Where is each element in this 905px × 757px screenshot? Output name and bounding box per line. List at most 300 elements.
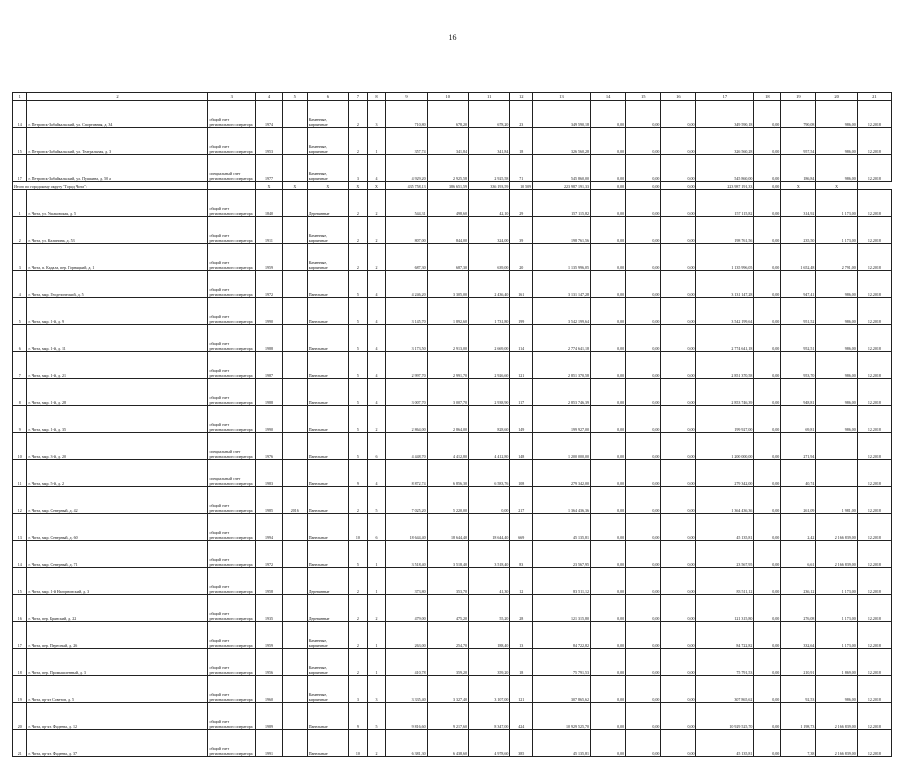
table-row: [13, 541, 892, 568]
table-cell: 6: [367, 514, 386, 541]
table-cell: 479,00: [386, 595, 427, 622]
table-cell: 341,84: [468, 128, 509, 155]
table-cell: 18 644,40: [468, 514, 509, 541]
table-cell: общий счет регионального оператора: [208, 217, 256, 244]
table-cell: 261,09: [781, 487, 816, 514]
table-cell: 0,00: [754, 703, 781, 730]
table-cell: 12.2018: [857, 676, 891, 703]
table-cell: 12.2018: [857, 155, 891, 182]
table-cell: 678,20: [468, 101, 509, 128]
table-cell: 2 853 746,39: [696, 379, 754, 406]
table-cell: г. Чита, мкр. 1-й, д. 21: [27, 352, 208, 379]
table-cell: 359,20: [468, 649, 509, 676]
table-cell: 114: [510, 325, 533, 352]
table-cell: [282, 676, 307, 703]
table-cell: 0,00: [754, 595, 781, 622]
table-cell: 157 115,82: [533, 190, 591, 217]
table-cell: 0,00: [754, 649, 781, 676]
table-cell: г. Чита, пер. Промышленный, д. 3: [27, 649, 208, 676]
table-cell: 41,30: [468, 568, 509, 595]
table-cell: 0,00: [661, 101, 696, 128]
table-cell: 108: [510, 460, 533, 487]
table-cell: г. Чита, мкр. Северный, д. 42: [27, 487, 208, 514]
table-row: [13, 514, 892, 541]
table-cell: 0,00: [661, 676, 696, 703]
table-cell: Каменные, кирпичные: [307, 244, 348, 271]
table-cell: Панельные: [307, 433, 348, 460]
table-cell: 687,30: [386, 244, 427, 271]
total-row: [13, 182, 892, 190]
table-cell: 0,00: [661, 244, 696, 271]
table-cell: 1959: [256, 622, 283, 649]
table-cell: 121 315,80: [696, 595, 754, 622]
table-row: [13, 298, 892, 325]
table-cell: 45 135,81: [533, 514, 591, 541]
table-cell: 0,00: [661, 406, 696, 433]
table-cell: [282, 298, 307, 325]
table-cell: [282, 217, 307, 244]
table-cell: [282, 595, 307, 622]
table-cell: 2 669,00: [468, 325, 509, 352]
table-cell: 2 853 746,39: [533, 379, 591, 406]
table-cell: Деревянные: [307, 595, 348, 622]
table-cell: 12.2018: [857, 460, 891, 487]
table-cell: 1911: [256, 217, 283, 244]
table-cell: Панельные: [307, 298, 348, 325]
table-cell: 6: [13, 325, 27, 352]
table-cell: 0,00: [626, 325, 661, 352]
table-cell: 9: [13, 406, 27, 433]
table-cell: 2: [349, 101, 368, 128]
table-row: [13, 622, 892, 649]
table-cell: 12: [510, 568, 533, 595]
table-cell: 1 364 436,36: [533, 487, 591, 514]
table-cell: 0,00: [591, 352, 626, 379]
table-cell: 0,00: [754, 676, 781, 703]
table-cell: 161: [510, 271, 533, 298]
table-cell: 9: [349, 460, 368, 487]
table-row: [13, 649, 892, 676]
table-cell: Панельные: [307, 730, 348, 757]
table-cell: 11: [13, 460, 27, 487]
table-cell: 986,00: [816, 101, 857, 128]
table-cell: 0,00: [626, 244, 661, 271]
table-cell: 324,00: [468, 217, 509, 244]
table-cell: 12.2018: [857, 487, 891, 514]
table-cell: 15: [13, 128, 27, 155]
table-cell: 2 166 839,00: [816, 541, 857, 568]
table-cell: 349 590,18: [696, 101, 754, 128]
table-cell: 2 864,00: [427, 406, 468, 433]
total-label: Итого по городскому округу "Город Чита":: [13, 182, 208, 190]
table-body: [13, 93, 892, 757]
table-cell: 986,00: [816, 406, 857, 433]
table-cell: 0,00: [754, 541, 781, 568]
table-cell: 1987: [256, 352, 283, 379]
table-cell: 4 978,60: [468, 730, 509, 757]
table-cell: 410,78: [386, 649, 427, 676]
table-cell: 0,00: [661, 730, 696, 757]
column-number-cell: 1: [13, 93, 27, 101]
table-cell: 1 200 000,00: [533, 433, 591, 460]
table-cell: 12.2018: [857, 325, 891, 352]
table-cell: 3 131 147,28: [533, 271, 591, 298]
table-cell: 7,38: [781, 730, 816, 757]
table-cell: 986,00: [816, 676, 857, 703]
table-cell: 1 981,00: [816, 487, 857, 514]
table-cell: 3: [13, 244, 27, 271]
table-cell: 545 860,00: [533, 155, 591, 182]
table-cell: 2 991,70: [427, 352, 468, 379]
table-cell: 198 761,56: [696, 217, 754, 244]
table-cell: 0,00: [754, 190, 781, 217]
table-cell: 1: [13, 190, 27, 217]
table-cell: 0,00: [661, 460, 696, 487]
table-cell: 121 315,80: [533, 595, 591, 622]
table-cell: 0,00: [626, 514, 661, 541]
table-cell: 2: [349, 487, 368, 514]
table-cell: 0,00: [591, 433, 626, 460]
table-cell: 2: [349, 568, 368, 595]
table-cell: 0,00: [754, 298, 781, 325]
table-cell: [282, 703, 307, 730]
table-cell: 0,00: [754, 244, 781, 271]
table-cell: 18 644,40: [427, 514, 468, 541]
table-cell: 0,00: [754, 217, 781, 244]
table-cell: 353,70: [427, 568, 468, 595]
table-cell: 8 872,74: [386, 460, 427, 487]
table-cell: 0,00: [754, 128, 781, 155]
table-cell: 314,92: [781, 190, 816, 217]
table-cell: г. Чита, мкр. 1-й Нагорновский, д. 3: [27, 568, 208, 595]
page-number: 16: [448, 33, 457, 42]
table-cell: 5: [349, 352, 368, 379]
table-cell: X: [781, 182, 816, 190]
table-cell: 3 145,70: [386, 298, 427, 325]
table-cell: общий счет регионального оператора: [208, 325, 256, 352]
table-cell: 0,00: [626, 703, 661, 730]
table-cell: 84 722,82: [696, 622, 754, 649]
table-cell: 0,00: [591, 730, 626, 757]
table-row: [13, 217, 892, 244]
table-cell: 0,00: [626, 676, 661, 703]
table-cell: Каменные, кирпичные: [307, 101, 348, 128]
table-cell: 986,00: [816, 155, 857, 182]
table-cell: 12.2018: [857, 101, 891, 128]
table-cell: 45 135,81: [696, 514, 754, 541]
table-cell: 0,00: [661, 568, 696, 595]
table-cell: 83 511,12: [533, 568, 591, 595]
table-cell: 307 865,62: [696, 676, 754, 703]
table-cell: 0,00: [591, 568, 626, 595]
table-cell: 12.2018: [857, 298, 891, 325]
table-cell: 17: [13, 622, 27, 649]
table-cell: 0,00: [754, 379, 781, 406]
table-cell: 0,00: [626, 217, 661, 244]
table-cell: 8: [13, 379, 27, 406]
table-cell: 12.2018: [857, 244, 891, 271]
table-cell: 1988: [256, 379, 283, 406]
table-cell: 12.2018: [857, 190, 891, 217]
table-cell: 2: [349, 217, 368, 244]
table-cell: 0,00: [591, 379, 626, 406]
table-cell: 0,00: [626, 730, 661, 757]
table-cell: 0,00: [754, 568, 781, 595]
table-cell: 92,53: [781, 676, 816, 703]
table-cell: 1 198,73: [781, 703, 816, 730]
table-cell: 3: [349, 155, 368, 182]
table-cell: 2 166 839,00: [816, 514, 857, 541]
table-cell: общий счет регионального оператора: [208, 101, 256, 128]
table-cell: 0,00: [626, 622, 661, 649]
table-cell: 678,20: [427, 101, 468, 128]
table-cell: 986,00: [816, 271, 857, 298]
column-number-cell: 18: [754, 93, 781, 101]
table-cell: 1: [367, 541, 386, 568]
table-cell: 639,00: [468, 244, 509, 271]
table-cell: 2 774 641,18: [533, 325, 591, 352]
table-cell: 0,00: [591, 595, 626, 622]
table-cell: 23 567,95: [696, 541, 754, 568]
table-cell: 20: [510, 244, 533, 271]
table-cell: 2 925,58: [468, 155, 509, 182]
table-cell: 2 851 370,58: [696, 352, 754, 379]
table-row: [13, 568, 892, 595]
table-cell: [282, 406, 307, 433]
table-cell: общий счет регионального оператора: [208, 730, 256, 757]
table-cell: общий счет регионального оператора: [208, 703, 256, 730]
table-cell: 0,00: [661, 487, 696, 514]
table-cell: [282, 514, 307, 541]
table-cell: 0,00: [661, 217, 696, 244]
table-cell: 1985: [256, 487, 283, 514]
table-cell: 10 929 525,70: [533, 703, 591, 730]
table-cell: 5: [367, 487, 386, 514]
table-cell: 0,00: [626, 649, 661, 676]
table-cell: 3 131 147,28: [696, 271, 754, 298]
table-cell: 341,84: [427, 128, 468, 155]
table-row: [13, 676, 892, 703]
table-cell: 4 246,20: [386, 271, 427, 298]
table-row: [13, 244, 892, 271]
table-cell: 23 567,95: [533, 541, 591, 568]
table-cell: 10: [349, 514, 368, 541]
table-cell: 986,00: [816, 128, 857, 155]
table-cell: общий счет регионального оператора: [208, 568, 256, 595]
table-cell: 3 007,70: [386, 379, 427, 406]
table-cell: 844,00: [427, 217, 468, 244]
table-cell: 279 342,00: [533, 460, 591, 487]
table-cell: 1994: [256, 514, 283, 541]
table-cell: 0,00: [661, 379, 696, 406]
table-cell: 12.2018: [857, 568, 891, 595]
table-row: [13, 406, 892, 433]
table-cell: общий счет регионального оператора: [208, 271, 256, 298]
table-cell: 6 856,30: [427, 460, 468, 487]
table-cell: 1 173,00: [816, 217, 857, 244]
table-cell: 2: [367, 595, 386, 622]
table-cell: 236,12: [781, 568, 816, 595]
table-cell: 149: [510, 406, 533, 433]
table-cell: 1988: [256, 325, 283, 352]
table-cell: 45 135,81: [696, 730, 754, 757]
table-cell: 18: [510, 649, 533, 676]
column-number-cell: 13: [533, 93, 591, 101]
table-cell: 3 518,40: [427, 541, 468, 568]
table-cell: 0,00: [591, 182, 626, 190]
table-cell: 3: [349, 676, 368, 703]
table-cell: 545 860,00: [696, 155, 754, 182]
table-cell: 332,64: [781, 622, 816, 649]
table-cell: 1990: [256, 406, 283, 433]
table-cell: Каменные, кирпичные: [307, 622, 348, 649]
table-cell: Панельные: [307, 271, 348, 298]
table-cell: Каменные, кирпичные: [307, 128, 348, 155]
table-cell: общий счет регионального оператора: [208, 406, 256, 433]
table-cell: 18 644,40: [386, 514, 427, 541]
table-cell: 2: [349, 244, 368, 271]
table-cell: 4: [367, 298, 386, 325]
table-cell: 0,00: [661, 433, 696, 460]
table-cell: 75 791,53: [533, 649, 591, 676]
table-cell: 4: [367, 325, 386, 352]
table-cell: 2,42: [781, 514, 816, 541]
table-cell: 498,60: [427, 190, 468, 217]
table-cell: 2: [367, 730, 386, 757]
table-cell: 0,00: [626, 271, 661, 298]
table-cell: 18: [510, 128, 533, 155]
table-cell: 1983: [256, 460, 283, 487]
column-number-cell: 12: [510, 93, 533, 101]
table-cell: 279 342,00: [696, 460, 754, 487]
column-number-cell: 8: [367, 93, 386, 101]
table-cell: 1976: [256, 433, 283, 460]
table-cell: 6 583,76: [468, 460, 509, 487]
table-cell: 2: [13, 217, 27, 244]
table-cell: 3 305,00: [427, 271, 468, 298]
table-cell: 0,00: [626, 541, 661, 568]
table-cell: 1935: [256, 595, 283, 622]
table-cell: 0,00: [754, 514, 781, 541]
column-number-cell: 14: [591, 93, 626, 101]
table-cell: 5: [349, 325, 368, 352]
table-cell: 0,00: [591, 155, 626, 182]
table-cell: Каменные, кирпичные: [307, 676, 348, 703]
table-cell: 1 173,00: [816, 622, 857, 649]
table-cell: 1 200 000,00: [696, 433, 754, 460]
table-cell: 199 927,00: [533, 406, 591, 433]
table-cell: 2 851 370,58: [533, 352, 591, 379]
table-cell: 0,00: [591, 703, 626, 730]
table-cell: 0,00: [661, 622, 696, 649]
table-cell: г. Чита, мкр. Северный, д. 60: [27, 514, 208, 541]
table-cell: 5: [367, 703, 386, 730]
table-cell: 2: [349, 649, 368, 676]
table-cell: 790,08: [781, 101, 816, 128]
table-cell: 10 509: [510, 182, 533, 190]
column-number-cell: 19: [781, 93, 816, 101]
table-cell: 1 364 436,36: [696, 487, 754, 514]
column-number-cell: 7: [349, 93, 368, 101]
table-row: [13, 190, 892, 217]
table-cell: [282, 460, 307, 487]
table-cell: 12.2018: [857, 406, 891, 433]
table-cell: 1989: [256, 703, 283, 730]
table-cell: 6: [367, 433, 386, 460]
table-cell: X: [367, 182, 386, 190]
table-cell: 0,00: [626, 595, 661, 622]
table-cell: 12.2018: [857, 730, 891, 757]
table-row: [13, 325, 892, 352]
capital-repair-register-table: [12, 92, 892, 757]
table-cell: 186,84: [781, 155, 816, 182]
table-cell: 0,00: [626, 379, 661, 406]
column-number-cell: 21: [857, 93, 891, 101]
table-cell: 0,00: [754, 271, 781, 298]
table-cell: 0,00: [591, 487, 626, 514]
table-cell: 1958: [256, 568, 283, 595]
table-cell: 3 007,70: [427, 379, 468, 406]
table-cell: 10: [349, 730, 368, 757]
column-number-cell: 9: [386, 93, 427, 101]
table-cell: 373,80: [386, 568, 427, 595]
table-cell: 2: [367, 244, 386, 271]
table-cell: 2 166 839,00: [816, 703, 857, 730]
table-cell: 3 173,50: [386, 325, 427, 352]
table-cell: 0,00: [626, 460, 661, 487]
column-number-cell: 5: [282, 93, 307, 101]
table-cell: 3 518,40: [386, 541, 427, 568]
table-cell: 0,00: [754, 622, 781, 649]
table-cell: 1991: [256, 730, 283, 757]
table-cell: 0,00: [661, 298, 696, 325]
table-cell: 2: [349, 128, 368, 155]
table-cell: 5: [349, 298, 368, 325]
table-cell: г. Чита, пер. Брянский, д. 22: [27, 595, 208, 622]
table-cell: 28: [510, 595, 533, 622]
table-cell: 12.2018: [857, 271, 891, 298]
table-cell: 9: [349, 703, 368, 730]
table-cell: 1960: [256, 676, 283, 703]
table-cell: 5: [349, 379, 368, 406]
table-cell: 5 220,00: [427, 487, 468, 514]
table-cell: Панельные: [307, 379, 348, 406]
table-cell: 385: [510, 730, 533, 757]
table-cell: 687,30: [427, 244, 468, 271]
table-cell: 121: [510, 676, 533, 703]
table-cell: Панельные: [307, 325, 348, 352]
table-cell: 0,00: [661, 514, 696, 541]
table-cell: 19: [13, 676, 27, 703]
table-cell: 0,00: [626, 190, 661, 217]
table-cell: 953,70: [781, 352, 816, 379]
table-cell: общий счет регионального оператора: [208, 541, 256, 568]
table-cell: [282, 649, 307, 676]
table-cell: [282, 244, 307, 271]
table-cell: 1: [367, 649, 386, 676]
table-cell: 3 107,00: [468, 676, 509, 703]
table-cell: г. Петровск-Забайкальский, ул. Пушкина, д. 50 а: [27, 155, 208, 182]
table-cell: 9 816,60: [386, 703, 427, 730]
table-cell: 69,81: [781, 406, 816, 433]
table-cell: 2 913,00: [427, 325, 468, 352]
table-cell: 8 347,00: [468, 703, 509, 730]
table-cell: 12: [13, 487, 27, 514]
table-cell: X: [282, 182, 307, 190]
table-cell: 254,70: [427, 622, 468, 649]
table-cell: 475,20: [427, 595, 468, 622]
table-cell: 3 542 199,64: [533, 298, 591, 325]
